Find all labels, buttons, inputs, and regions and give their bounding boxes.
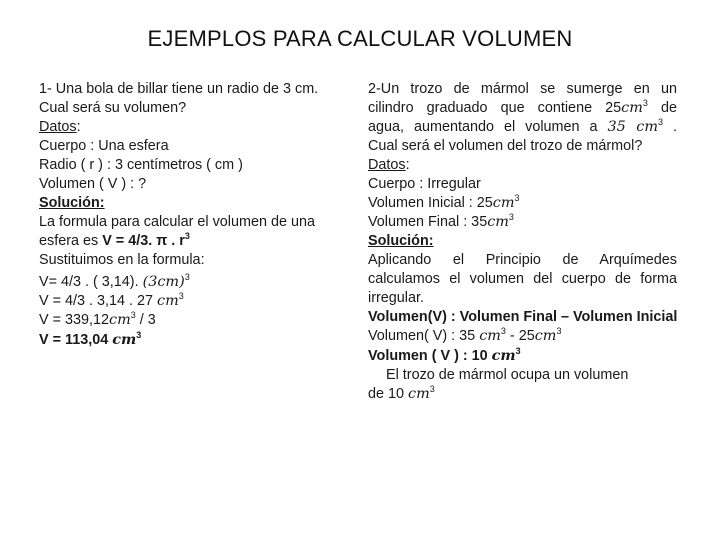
example-2-column (368, 80, 677, 404)
conclusion-text: El trozo de mármol ocupa un volumen (386, 367, 629, 383)
result-line (368, 346, 677, 366)
problem-math: cm (621, 100, 643, 116)
page-title: EJEMPLOS PARA CALCULAR VOLUMEN (147, 26, 573, 51)
calculation-line (368, 327, 677, 346)
step-2-prefix: V = 4/3 . 3,14 . 27 (39, 293, 154, 309)
example-1-column (39, 80, 351, 350)
exponent: 3 (658, 117, 664, 128)
conclusion-prefix: de 10 (368, 386, 405, 402)
exponent: 3 (184, 231, 190, 242)
solution-text: calculamos el volumen del cuerpo de forma (368, 271, 677, 287)
problem-text-2b: de (661, 100, 678, 116)
conclusion-text-2 (368, 385, 677, 404)
exponent: 3 (556, 326, 562, 337)
exponent: 3 (429, 384, 435, 395)
exponent: 3 (642, 98, 648, 109)
problem-question: Cual será el volumen del trozo de mármol? (368, 138, 643, 154)
datos-label: Datos (39, 119, 77, 135)
exponent: 3 (515, 346, 521, 357)
result-math: cm (112, 331, 137, 348)
vf-math: cm (487, 214, 509, 230)
vi-prefix: Volumen Inicial : 25 (368, 195, 493, 211)
formula-prefix: esfera es (39, 233, 99, 249)
exponent: 3 (136, 330, 142, 341)
data-volumen: Volumen ( V ) : ? (39, 176, 147, 192)
result-prefix: V = 113,04 (39, 332, 109, 348)
problem-text-3a: agua, aumentando el volumen a (368, 119, 598, 135)
problem-text: 1- Una bola de billar tiene un radio de 3 cm. (39, 81, 319, 97)
step-2-math: cm (157, 293, 179, 309)
step-3 (39, 311, 351, 330)
result-line (39, 330, 351, 350)
sphere-formula (102, 233, 190, 249)
vi-math: cm (492, 195, 515, 211)
data-volumen-inicial (368, 194, 677, 213)
sphere-formula-value: V = 4/3. π . r (102, 233, 185, 249)
step-2 (39, 292, 351, 311)
datos-heading: Datos: (39, 119, 81, 135)
substitution-label: Sustituimos en la formula: (39, 252, 205, 268)
datos-label: Datos (368, 157, 406, 173)
problem-text: 2-Un trozo de mármol se sumerge en un (368, 81, 677, 97)
result-math: cm (491, 347, 516, 364)
solution-text: Aplicando el Principio de Arquímedes (368, 252, 677, 268)
step-3-suffix: / 3 (139, 312, 156, 328)
calc-mid: - 25 (509, 328, 535, 344)
exponent: 3 (508, 212, 514, 223)
solucion-heading: Solución: (368, 233, 434, 249)
volume-formula: Volumen(V) : Volumen Final – Volumen Inicial (368, 309, 678, 325)
exponent: 3 (500, 326, 506, 337)
formula-line (39, 232, 351, 251)
data-cuerpo: Cuerpo : Irregular (368, 176, 481, 192)
calc-prefix: Volumen( V) : 35 (368, 328, 476, 344)
exponent: 3 (178, 291, 184, 302)
step-3-prefix: V = 339,12 (39, 312, 110, 328)
solucion-heading: Solución: (39, 195, 105, 211)
data-cuerpo: Cuerpo : Una esfera (39, 138, 169, 154)
problem-text-3b: . (673, 119, 677, 135)
exponent: 3 (514, 193, 520, 204)
step-1 (39, 273, 351, 292)
solution-text: irregular. (368, 290, 424, 306)
problem-text-3 (368, 118, 677, 137)
problem-text-2 (368, 99, 677, 118)
vf-prefix: Volumen Final : 35 (368, 214, 488, 230)
problem-text: Cual será su volumen? (39, 100, 187, 116)
step-3-math: cm (109, 312, 131, 328)
step-1-prefix: V= 4/3 . ( 3,14). (39, 274, 139, 290)
calc-math-1: cm (479, 328, 501, 344)
step-1-math: (3cm) (142, 274, 185, 290)
data-radio: Radio ( r ) : 3 centímetros ( cm ) (39, 157, 243, 173)
datos-heading: Datos: (368, 157, 410, 173)
calc-math-2: cm (534, 328, 557, 344)
exponent: 3 (184, 272, 190, 283)
result-prefix: Volumen ( V ) : 10 (368, 348, 488, 364)
conclusion-math: cm (408, 386, 430, 402)
formula-text: La formula para calcular el volumen de una (39, 214, 315, 230)
exponent: 3 (130, 310, 136, 321)
problem-math: 35 cm (607, 119, 659, 135)
data-volumen-final (368, 213, 677, 232)
problem-text-2a: cilindro graduado que contiene 25 (368, 100, 622, 116)
